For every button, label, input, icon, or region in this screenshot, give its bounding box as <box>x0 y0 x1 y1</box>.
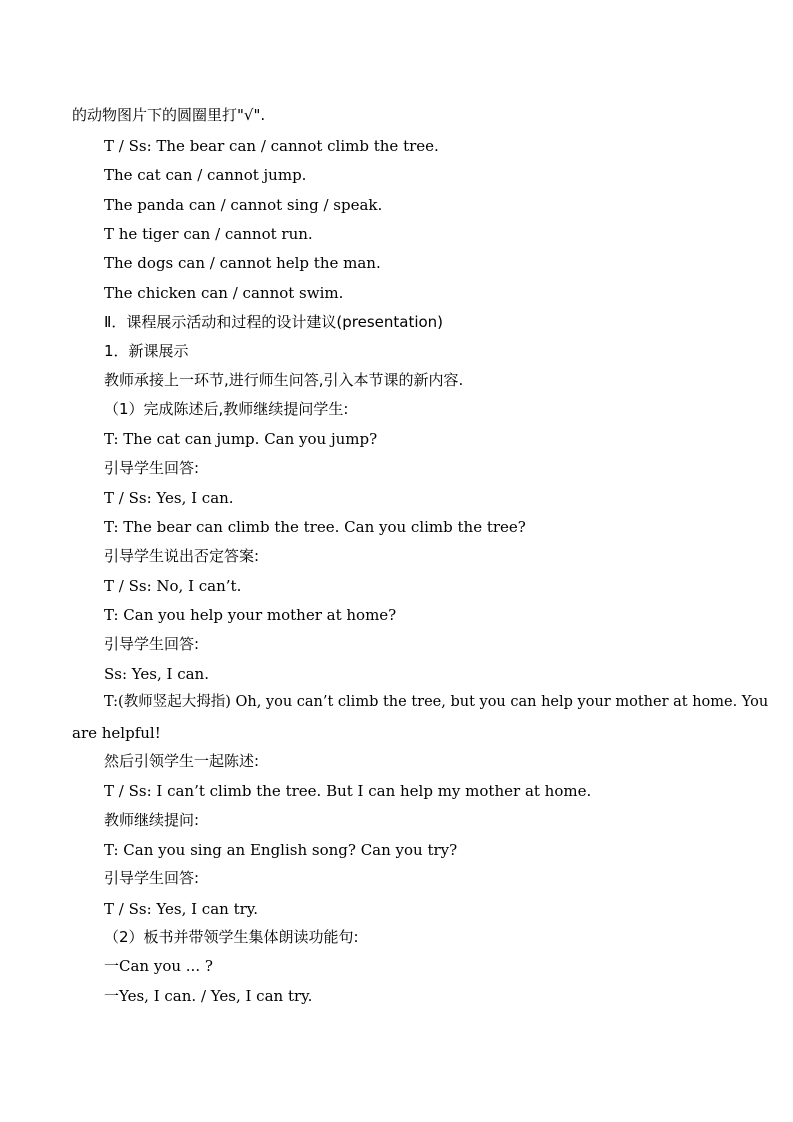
text-line: T: Can you help your mother at home? <box>104 606 397 624</box>
text-line: 引导学生回答: <box>104 459 200 477</box>
text-line: T: The bear can climb the tree. Can you climb the tree? <box>104 518 526 536</box>
text-line: are helpful! <box>72 724 161 742</box>
text-line: T: Can you sing an English song? Can you try? <box>104 841 458 859</box>
text-line: （2）板书并带领学生集体朗读功能句: <box>104 928 359 946</box>
text-line: 引导学生回答: <box>104 635 200 653</box>
text-line: The panda can / cannot sing / speak. <box>104 196 383 214</box>
text-line: The chicken can / cannot swim. <box>104 284 344 302</box>
text-line: 引导学生说出否定答案: <box>104 547 260 565</box>
text-line: 一Can you ... ? <box>104 957 213 975</box>
text-line: 引导学生回答: <box>104 869 200 887</box>
subsection-heading: 1．新课展示 <box>104 342 189 360</box>
text-line: The cat can / cannot jump. <box>104 166 307 184</box>
text-line: Ss: Yes, I can. <box>104 665 209 683</box>
section-heading: Ⅱ．课程展示活动和过程的设计建议(presentation) <box>104 313 444 331</box>
text-line: T / Ss: Yes, I can. <box>104 489 234 507</box>
text-line: 然后引领学生一起陈述: <box>104 752 260 770</box>
text-line: 一Yes, I can. / Yes, I can try. <box>104 987 313 1005</box>
text-line: T he tiger can / cannot run. <box>104 225 313 243</box>
text-line: T / Ss: Yes, I can try. <box>104 900 259 918</box>
text-line: T / Ss: I can’t climb the tree. But I can help my mother at home. <box>104 782 592 800</box>
text-line: 教师继续提问: <box>104 811 200 829</box>
text-line: （1）完成陈述后,教师继续提问学生: <box>104 400 349 418</box>
text-line: T / Ss: The bear can / cannot climb the tree. <box>104 137 439 155</box>
text-line: T: The cat can jump. Can you jump? <box>104 430 378 448</box>
text-line: T:(教师竖起大拇指) Oh, you can’t climb the tree, but you can help your mother at home. You <box>104 694 769 710</box>
text-line: T / Ss: No, I can’t. <box>104 577 242 595</box>
text-line: 的动物图片下的圆圈里打"√". <box>72 106 266 124</box>
text-line: The dogs can / cannot help the man. <box>104 254 381 272</box>
text-line: 教师承接上一环节,进行师生问答,引入本节课的新内容. <box>104 371 464 389</box>
